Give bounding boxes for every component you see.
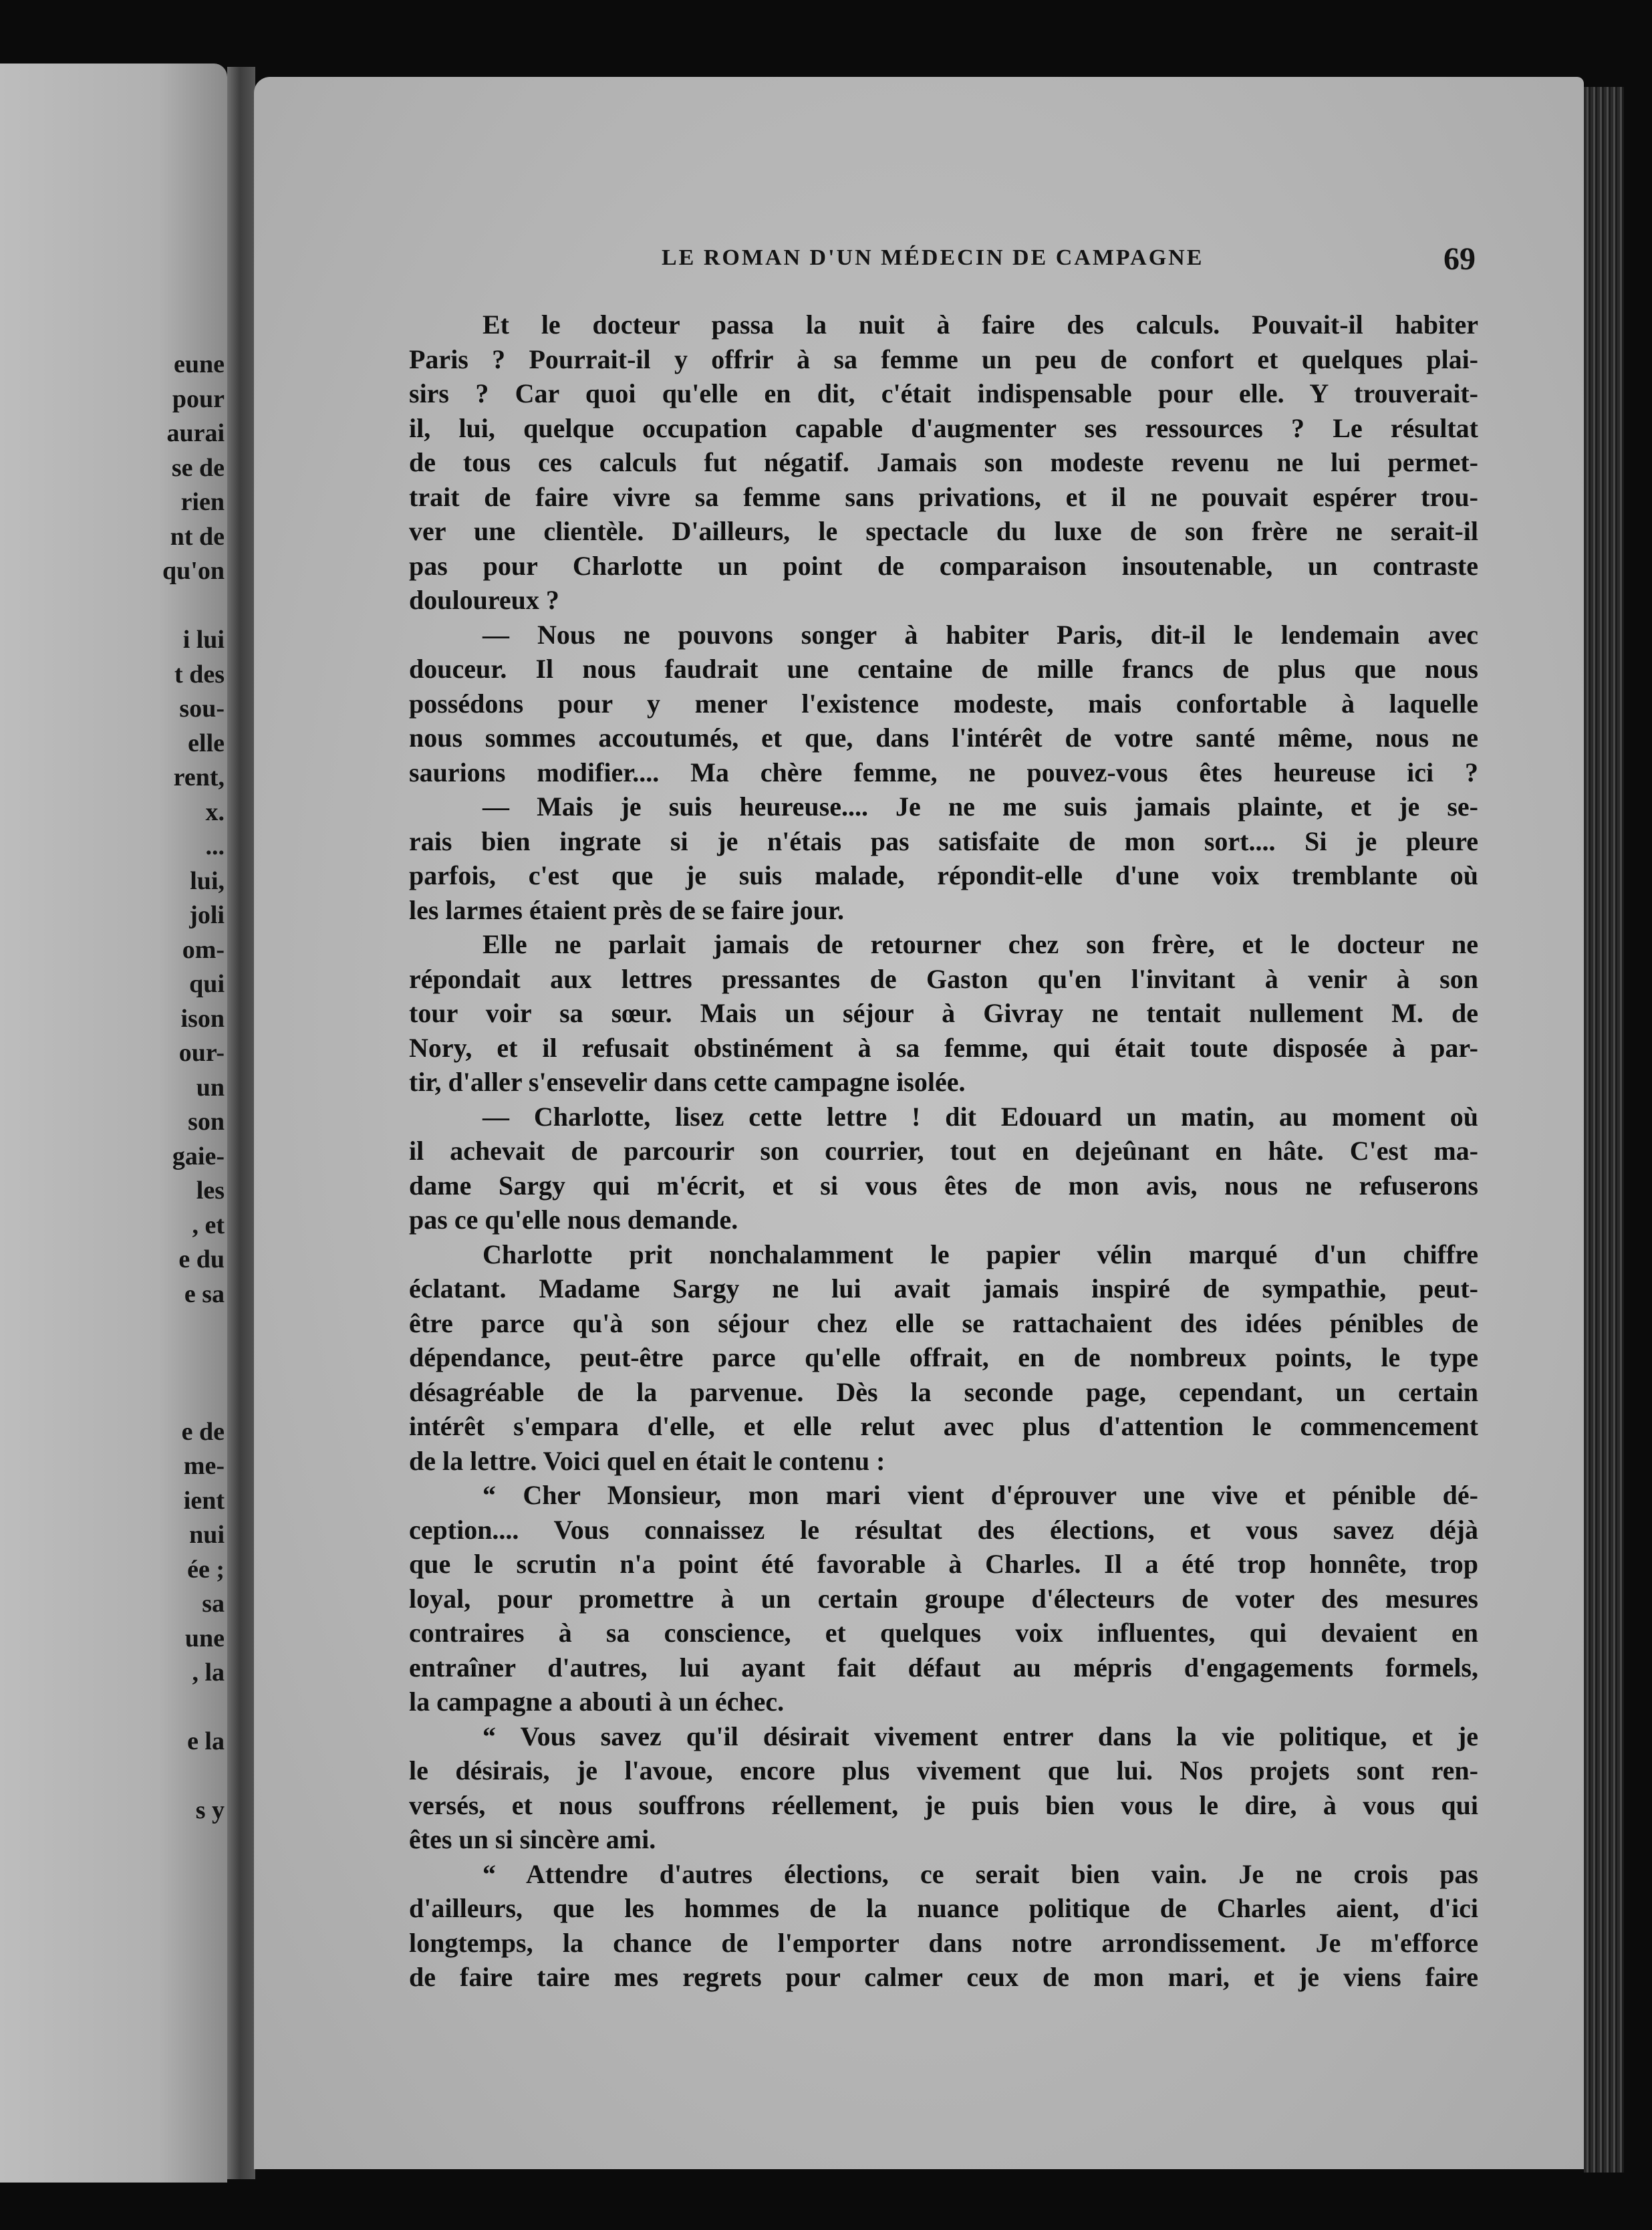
text-line: Nory, et il refusait obstinément à sa femme, qui était toute disposée à par- [409, 1032, 1478, 1063]
text-line: “ Attendre d'autres élections, ce serait bien vain. Je ne crois pas [483, 1858, 1478, 1889]
previous-page [0, 64, 227, 2183]
previous-page-line: i lui [182, 626, 225, 654]
text-line: ception.... Vous connaissez le résultat des élections, et vous savez déjà [409, 1514, 1478, 1545]
previous-page-line: rent, [173, 763, 225, 791]
previous-page-line: ... [205, 832, 225, 860]
text-line: éclatant. Madame Sargy ne lui avait jamais inspiré de sympathie, peut- [409, 1273, 1478, 1304]
text-line: pas ce qu'elle nous demande. [409, 1205, 738, 1235]
previous-page-line: lui, [190, 866, 225, 895]
text-line: “ Cher Monsieur, mon mari vient d'éprouver une vive et pénible dé- [483, 1480, 1478, 1510]
page-number: 69 [1443, 241, 1476, 277]
previous-page-line: ée ; [187, 1555, 225, 1584]
text-line: — Nous ne pouvons songer à habiter Paris, dit-il le lendemain avec [483, 619, 1478, 650]
previous-page-line: pour [172, 384, 225, 413]
text-line: désagréable de la parvenue. Dès la seconde page, cependant, un certain [409, 1376, 1478, 1407]
previous-page-line: aurai [166, 419, 225, 447]
previous-page-line: un [196, 1073, 225, 1102]
previous-page-line: x. [205, 797, 225, 826]
previous-page-line: , et [192, 1211, 225, 1239]
previous-page-line: t des [174, 660, 225, 689]
previous-page-line: our- [178, 1039, 225, 1067]
text-line: tir, d'aller s'ensevelir dans cette campagne isolée. [409, 1067, 966, 1097]
previous-page-line: rien [180, 488, 225, 516]
text-line: être parce qu'à son séjour chez elle se rattachaient des idées pénibles de [409, 1308, 1478, 1338]
text-line: dépendance, peut-être parce qu'elle offrait, en de nombreux points, le type [409, 1342, 1478, 1372]
text-line: entraîner d'autres, lui ayant fait défaut au mépris d'engagements formels, [409, 1652, 1478, 1683]
previous-page-line: son [188, 1108, 225, 1136]
text-line: nous sommes accoutumés, et que, dans l'intérêt de votre santé même, nous ne [409, 723, 1478, 753]
text-line: saurions modifier.... Ma chère femme, ne pouvez-vous êtes heureuse ici ? [409, 757, 1478, 787]
text-line: la campagne a abouti à un échec. [409, 1687, 785, 1717]
text-line: répondait aux lettres pressantes de Gaston qu'en l'invitant à venir à son [409, 963, 1478, 994]
previous-page-line: sa [202, 1590, 225, 1618]
text-line: contraires à sa conscience, et quelques voix influentes, qui devaient en [409, 1618, 1478, 1648]
previous-page-line: s y [195, 1796, 225, 1824]
text-line: pas pour Charlotte un point de comparaison insoutenable, un contraste [409, 550, 1478, 581]
text-line: êtes un si sincère ami. [409, 1824, 656, 1854]
text-line: Charlotte prit nonchalamment le papier vélin marqué d'un chiffre [483, 1239, 1478, 1269]
page-edges [1584, 87, 1624, 2173]
previous-page-line: les [196, 1176, 225, 1205]
text-line: trait de faire vivre sa femme sans privations, et il ne pouvait espérer trou- [409, 481, 1478, 512]
text-line: rais bien ingrate si je n'étais pas satisfaite de mon sort.... Si je pleure [409, 826, 1478, 856]
previous-page-line: qui [189, 970, 225, 998]
text-line: sirs ? Car quoi qu'elle en dit, c'était indispensable pour elle. Y trouverait- [409, 378, 1478, 408]
previous-page-line: e du [178, 1245, 225, 1273]
text-line: tour voir sa sœur. Mais un séjour à Givray ne tentait nullement M. de [409, 998, 1478, 1028]
previous-page-line: nui [189, 1521, 225, 1549]
previous-page-line: e sa [184, 1279, 225, 1308]
text-line: loyal, pour promettre à un certain groupe d'électeurs de voter des mesures [409, 1583, 1478, 1614]
text-line: que le scrutin n'a point été favorable à Charles. Il a été trop honnête, trop [409, 1549, 1478, 1579]
text-line: longtemps, la chance de l'emporter dans notre arrondissement. Je m'efforce [409, 1927, 1478, 1958]
text-line: Elle ne parlait jamais de retourner chez son frère, et le docteur ne [483, 929, 1478, 959]
previous-page-line [0, 1312, 225, 1346]
text-line: — Charlotte, lisez cette lettre ! dit Edouard un matin, au moment où [483, 1101, 1478, 1132]
running-head: LE ROMAN D'UN MÉDECIN DE CAMPAGNE [662, 245, 1204, 270]
previous-page-line: gaie- [172, 1142, 225, 1170]
text-line: “ Vous savez qu'il désirait vivement entrer dans la vie politique, et je [483, 1721, 1478, 1751]
text-line: Et le docteur passa la nuit à faire des calculs. Pouvait-il habiter [483, 309, 1478, 340]
previous-page-line: , la [192, 1658, 225, 1687]
previous-page-line: sou- [179, 695, 225, 723]
previous-page-line: e de [181, 1417, 225, 1446]
previous-page-line [0, 1691, 225, 1725]
text-line: possédons pour y mener l'existence modeste, mais confortable à laquelle [409, 688, 1478, 719]
previous-page-line: e la [187, 1727, 225, 1755]
previous-page-line: joli [189, 901, 225, 929]
previous-page-line [0, 1759, 225, 1794]
text-line: le désirais, je l'avoue, encore plus vivement que lui. Nos projets sont ren- [409, 1755, 1478, 1785]
text-line: de tous ces calculs fut négatif. Jamais son modeste revenu ne lui permet- [409, 447, 1478, 477]
text-line: il achevait de parcourir son courrier, tout en dejeûnant en hâte. C'est ma- [409, 1136, 1478, 1166]
text-line: — Mais je suis heureuse.... Je ne me suis jamais plainte, et je se- [483, 791, 1478, 822]
previous-page-line: me- [183, 1452, 225, 1480]
previous-page-text [0, 348, 225, 1828]
previous-page-line: ient [183, 1486, 225, 1515]
previous-page-line: qu'on [162, 557, 225, 585]
previous-page-line [0, 1380, 225, 1415]
text-line: intérêt s'empara d'elle, et elle relut avec plus d'attention le commencement [409, 1411, 1478, 1441]
previous-page-line: se de [171, 453, 225, 482]
previous-page-line: une [184, 1624, 225, 1652]
previous-page-line: eune [174, 350, 225, 378]
previous-page-line [0, 589, 225, 624]
text-line: ver une clientèle. D'ailleurs, le spectacle du luxe de son frère ne serait-il [409, 516, 1478, 546]
previous-page-line: om- [182, 935, 225, 964]
text-line: Paris ? Pourrait-il y offrir à sa femme un peu de confort et quelques plai- [409, 344, 1478, 374]
previous-page-line: nt de [170, 522, 225, 551]
body-text [409, 307, 1478, 1995]
text-line: d'ailleurs, que les hommes de la nuance politique de Charles aient, d'ici [409, 1893, 1478, 1923]
text-line: dame Sargy qui m'écrit, et si vous êtes de mon avis, nous ne refuserons [409, 1170, 1478, 1201]
text-line: parfois, c'est que je suis malade, répondit-elle d'une voix tremblante où [409, 860, 1478, 890]
previous-page-line: elle [188, 729, 225, 757]
text-line: de la lettre. Voici quel en était le contenu : [409, 1445, 885, 1476]
text-line: il, lui, quelque occupation capable d'augmenter ses ressources ? Le résultat [409, 412, 1478, 443]
text-line: les larmes étaient près de se faire jour. [409, 894, 844, 925]
previous-page-line: ison [180, 1004, 225, 1033]
previous-page-line [0, 1346, 225, 1381]
book-gutter [227, 67, 255, 2179]
text-line: douloureux ? [409, 585, 559, 615]
text-line: versés, et nous souffrons réellement, je puis bien vous le dire, à vous qui [409, 1789, 1478, 1820]
text-line: douceur. Il nous faudrait une centaine de mille francs de plus que nous [409, 654, 1478, 684]
text-line: de faire taire mes regrets pour calmer ceux de mon mari, et je viens faire [409, 1962, 1478, 1992]
